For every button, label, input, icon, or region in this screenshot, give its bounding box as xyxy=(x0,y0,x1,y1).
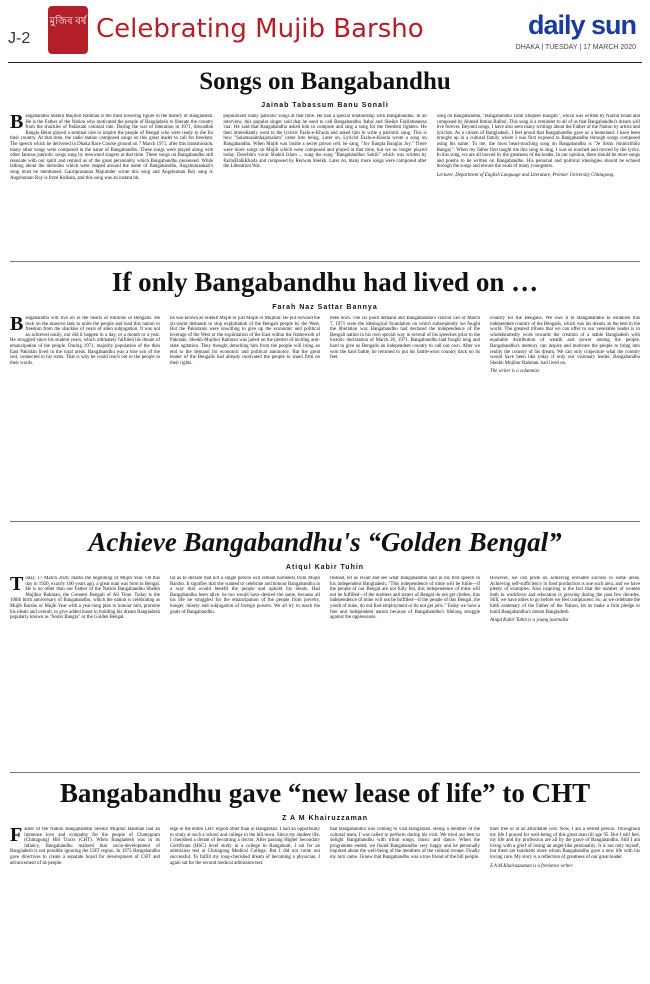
article-4-column xyxy=(330,827,480,977)
article-2-column xyxy=(170,316,320,516)
article-4-byline: Z A M Khairuzzaman xyxy=(282,815,368,822)
article-2-headline: If only Bangabandhu had lived on … xyxy=(111,267,539,297)
page-header xyxy=(0,0,650,62)
article-1-column xyxy=(10,114,213,256)
drop-cap: B xyxy=(10,316,24,335)
page-number: J-2 xyxy=(8,30,31,47)
dateline: DHAKA | TUESDAY | 17 MARCH 2020 xyxy=(515,44,636,51)
column-text: angabandhu Sheikh Mujibur Rahman is the most towering figure in the history of Bangladesh. He is the Father of the Nation who motivated the people of Bangladesh to liberate the country from the shackles of Pakistani colonial rule. During the war of liberation in 1971, Shwadhin Bangla Betar played a seminal role to inspire the people of Bengal who were ready to die for their country. At that time, the radio station composed songs on this great leader to call for freedom. The speech which he delivered in Dhaka Race Course ground on 7 March 1971, after this transmission, many other songs were composed in the name of Bangabandhu. These songs were played along with other famous patriotic songs sung by renowned singers at that time. These songs on Bangabandhu still resonate with our spirit and remind us of the great personality which Bangabandhu possessed. While talking about the melodies which were shaped around the name of Bangabandhu, Angshumankari's song must be mentioned. Gauriprasanna Majumder wrote this song and Angshuman Roy sang it. Angshuman Roy is from Kolkata, and this song was an instant hit. xyxy=(10,114,214,181)
column-text: far as to declare that not a single person will remain homeless from Mujib Barsho. It signifies that she wanted to celebrate and honour Bangabandhu in a way that would benefit the people and uphold his ideals. Had Bangabandhu been alive, he too would have desired the same, because all his life he struggled for the emancipation of the people from poverty, hunger, misery and subjugation of foreign powers. We all try to reach the goals of Bangabandhu. xyxy=(170,576,320,615)
drop-cap: F xyxy=(10,827,23,846)
article-4-column xyxy=(490,827,640,977)
article-2-column xyxy=(490,316,640,516)
column-text: been born. The six point demand and Bangabandhu's clarion call of March 7, 1971 were the ideological foundation on which subsequently we fought the liberation war. Bangabandhu had declared the independence of the Bengali nation in his own special way in several of his speeches prior to the historic declaration of March 26, 1971. Bangabandhu had fought long and hard to give us Bengalis an independent country to call our own. After we won the hard battle, he returned to put his battle-worn country back on its feet. xyxy=(330,316,480,361)
article-1-column xyxy=(223,114,426,256)
column-text: oday, 17 March 2020, marks the beginning of Mujib Year. On this day in 1920, exactly 100 years ago, a great man was born in Bengal. He is no other than our Father of the Nation Bangabandhu Sheikh Mujibur Rahman, the Greatest Bengali of All Time. Today is the 100th birth anniversary of Bangabandhu, which the nation is celebrating as Mujib Barsho or Mujib Year with a year-long plan to honour him, promote his ideals and overall, to give added boost to building his dream Bangladesh popularly known as "Sonar Bangla" or the Golden Bengal. xyxy=(10,576,160,621)
article-3-column xyxy=(170,576,320,766)
article-4-column xyxy=(170,827,320,977)
article-credit: Z A M Khairuzzaman is a freelance writer. xyxy=(490,863,574,869)
column-text: thier free or at an affordable cost. Now, I am a retired person. Throughout my life I prayed for well-being of this great man till age 95. But I still feel, my life and my profession are all by the grace of Bangabandhu. Still I am living with a grief of losing an angel-like personality. It is not only myself, but there are hundreds more whom Bangabandhu gave a new life with his loving care. My story is a reflection of greatness of our great leader. xyxy=(490,827,640,860)
article-1-headline: Songs on Bangabandhu xyxy=(199,68,451,95)
column-text: country for the Bengalis. We owe it to Bangabandhu to establish this independent country of the Bengalis, which was his dream, as the best in the world. The greatest tribute that we can offer to our venerable leader is to wholeheartedly work towards the creation of a stable Bangladesh with equitable distribution of wealth and power among the people. Bangabandhu's memory can inspire and motivate the people to bring into reality the country of his dream. We can only conjecture what the country would have been like today if only our visionary leader, Bangabandhu Sheikh Mujibur Rahman, had lived on. xyxy=(490,316,640,366)
column-text: popularized many patriotic songs at that time. He had a special relationship with Bangabandhu. In an interview, this popular singer said that he used to call Bangabandhu 'baba' and Sheikh Fazilatunnesa 'ma'. He said that Bangabandhu asked him to compose and sing a song for the freedom fighters. He then immediately went to the lyricist Fazlu-e-Khoda and asked him to write a patriotic song. This is how "Salamsalamhajarsalam" came into being. Later on, Lyricist Fazlu-e-Khoda wrote a song on Bangabandhu. When Mujib was inside a secret prison cell, he sang, "Joy Bangla Banglar Joy." There were more songs on Mujib which were composed and played at that time, but we no longer played today. Doorbin's vocal Shahid Islam ... sung the song "Bangabandhur Soktii" which was written by FazluElahiKhoda and composed by Rezwan Sheikh. Later on, many more songs were composed after the Liberation War. xyxy=(223,114,427,170)
column-text: However, we can pride on achieving enviable success in some areas. Achieving self-sufficiency in food production is one such area, and we have plenty of examples. Also inspiring is the fact that the number of women both in workforce and education is growing during the past few decades. Still, we have miles to go before we feel complacent. So, as we celebrate the birth centenary of the Father of the Nation, let us make a firm pledge to build Bangabandhu's dream Bangladesh. xyxy=(490,576,640,615)
masthead-logo: daily sun xyxy=(527,10,636,40)
header-rule xyxy=(8,62,642,63)
article-4-headline: Bangabandhu gave “new lease of life” to CHT xyxy=(59,778,591,808)
mujib-year-logo: মুজিব বর্ষ xyxy=(48,6,88,54)
article-credit: Lecturer, Department of English Language and Literature, Premier University Chittagong. xyxy=(436,172,615,178)
article-2-column xyxy=(10,316,160,516)
article-4-body xyxy=(10,827,640,977)
section-title: Celebrating Mujib Barsho xyxy=(96,14,424,44)
article-3-column xyxy=(330,576,480,766)
article-2-byline: Farah Naz Sattar Bannya xyxy=(272,304,378,311)
column-text: that Bangabandhu was coming to visit Rangamati. Being a member of the cultural team, I was called to perform during his visit. We tried our best to delight Bangabandhu with tribal songs, music and dance. When the programme ended, we found Bangabandhu very happy and he personally inquired about the well-being of the members of the cultural troupe. Finally my turn came. I knew that Bangabandhu was a true friend of the hill people. xyxy=(330,827,480,860)
article-separator xyxy=(10,772,640,773)
article-3-column xyxy=(10,576,160,766)
article-2-column xyxy=(330,316,480,516)
article-3-body xyxy=(10,576,640,766)
article-3-byline: Atiqul Kabir Tuhin xyxy=(285,564,365,571)
article-3-column xyxy=(490,576,640,766)
drop-cap: B xyxy=(10,114,24,133)
column-text: song on Bangabandhu, "Bangabandhu Tumi Shopner Bangali", which was written by Nazrul Islam and composed by Ahmed Imtiaz Bulbul. This song is a reminder to all of us that Bangabandhu's dream will live forever. Beyond songs, I have also seen many writings about the Father of the Nation by artists and lyricists. As a citizen of Bangladesh, I feel proud that Bangabandhu gave us a homeland. I have been brought up in a cultural family where I was first exposed to Bangabandhu through songs composed using his name. To me, the most heart-touching song on Bangabandhu is "Je Sishu Jonmichhilo Bangay". When my father first taught me this song to sing, I was so touched and moved by the lyrics. In this song, we are all moved by the greatness of the leader. In our opinion, there should be more songs and poems to be written on Bangabandhu. His personal and political ideologies should be echoed through the songs and ensure the souls of many youngsters. xyxy=(436,114,640,170)
article-credit: Atiqul Kabir Tuhin is a young journalist xyxy=(490,618,569,624)
column-text: ba was known as Sheikh Mujib or just Mujib or Mujibur. He put forward the six-point demands to stop exploitation of the Bengali people by the West. But the Pakistanis were unwilling to give up the economic and political leverage of the West or the exploitation of the East within the framework of Pakistan. Sheikh Mujibur Rahman was jailed on the pretext of inciting anti-state agitation. They thought detaching him from the people will bring an end to the demand for economic and political autonomy. But the great leader of the Bengalis had already motivated the people to stand firm on their rights. xyxy=(170,316,320,366)
article-1-column xyxy=(437,114,640,256)
article-credit: The writer is a columnist. xyxy=(490,369,541,375)
article-3-headline: Achieve Bangabandhu's “Golden Bengal” xyxy=(88,527,562,557)
column-text: angabandhu will live on in the hearts of millions of Bengalis. He took on the massive task to unite the people and lead this nation to freedom from the shackles of years of alien subjugation. It was not an achieved easily, nor did it happen in a day, or a month or a year. He struggled since his student years, which ultimately fulfilled his dream of emancipation of the people. During 1971, majority population of the then East Pakistan lived in the rural areas. Bangabandhu was a true son of the soil, connected to his roots. That is why he could reach out to the people in their words. xyxy=(10,316,160,366)
column-text: ather of the Nation Bangabandhu Sheikh Mujibur Rahman had an immense love and sympathy for the people of Chattogram (Chittagong) Hill Tracts (CHT). When Bangladesh was in its infancy, Bangabandhu realized that socio-development of Bangladesh is not possible ignoring the CHT region. In 1973 Bangabandhu gave directives to create a separate board for development of CHT and advancement of its people. xyxy=(10,827,160,866)
column-text: Instead, let us recall and see what Bangabandhu said in his first speech in his independent Bangladesh, "This independence of mine will be futile—if the people of our Bengal are not fully fed, this independence of mine will not be fulfilled—if the mothers and sisters of Bengal do not get clothes, this independence of mine will not be fulfilled—if the people of this Bengal, the youth of mine, do not find employment or do not get jobs." Today we have a free and independent nation because of Bangabandhu's lifelong struggle against the oppressions. xyxy=(330,576,480,621)
article-2-body xyxy=(10,316,640,516)
column-text: lege in the entire CHT region other than in Rangamati. I had an opportunity to study at such a school and college in the hill town. Since my student life, I cherished a dream of becoming a doctor. After passing Higher Secondary Certificate (HSC) level study in a college in Rangamati, I sat for an admission test at Chittagong Medical College. But I did not come out successful. To fulfill my long-cherished dream of becoming a physician, I again sat for the second medical admission test. xyxy=(170,827,320,866)
article-4-column xyxy=(10,827,160,977)
article-1-byline: Jainab Tabassum Banu Sonali xyxy=(261,102,389,109)
article-separator xyxy=(10,521,640,522)
article-1-body xyxy=(10,114,640,256)
article-separator xyxy=(10,261,640,262)
drop-cap: T xyxy=(10,576,24,595)
